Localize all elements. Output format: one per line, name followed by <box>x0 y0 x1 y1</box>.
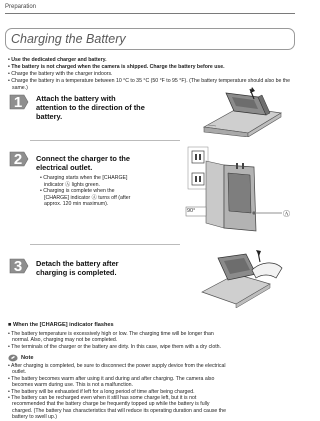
note-bullets: • After charging is completed, be sure to disconnect the power supply device from the electrical outlet. • The battery becomes warm after using it and during and after charging. The camera also becomes warm during use. This is not a malfunction. • The battery will be exhausted if left for a long period of time after being charged. • The battery can be recharged even when it still has some charge left, but it is not recommended that the battery charge be frequently topped up while the battery is fully charged. (The battery has characteristics that will reduce its operating duration and cause the battery to swell up.) <box>8 363 294 421</box>
note-bullet: • The battery will be exhausted if left for a long period of time after being charged. <box>8 388 195 395</box>
flash-bullet: • The battery temperature is excessively high or low. The charging time will be longer than <box>8 331 214 337</box>
step-3-number <box>13 258 23 274</box>
step-2-title: Connect the charger to the electrical outlet. <box>36 154 131 172</box>
intro-bullet: • Use the dedicated charger and battery. <box>8 57 107 63</box>
note-icon <box>8 354 18 362</box>
note-bullet: • After charging is completed, be sure to disconnect the power supply device from the electrical <box>8 363 226 369</box>
step-1-number <box>13 94 23 110</box>
note-bullet: • The battery can be recharged even when it still has some charge left, but it is not <box>8 395 197 402</box>
note-bullet: • The battery becomes warm after using it and during and after charging. The camera also <box>8 375 215 382</box>
svg-text:1: 1 <box>13 94 23 110</box>
flash-bullets: • The battery temperature is excessively high or low. The charging time will be longer than normal. Also, charging may not be completed. • The terminals of the charger or the battery are dirty. In this case, wipe them with a dry cloth. <box>8 331 294 350</box>
step-divider <box>30 140 180 141</box>
charger-battery-illustration <box>186 85 296 137</box>
intro-bullet: • Charge the battery with the charger indoors. <box>8 71 113 78</box>
page-title: Charging the Battery <box>11 32 126 46</box>
intro-bullet: • Charge the battery in a temperature between 10 °C to 35 °C (50 °F to 95 °F). (The battery temperature should also be the same.) <box>8 78 291 92</box>
charge-indicator-callout: Ⓐ <box>283 211 290 218</box>
svg-text:2: 2 <box>13 151 23 167</box>
title-box <box>5 28 295 50</box>
detach-battery-illustration <box>196 248 291 308</box>
step-2-bullet: • Charging is complete when the <box>40 188 115 194</box>
outlet-charger-illustration <box>184 143 296 238</box>
flash-heading: ■ When the [CHARGE] indicator flashes <box>8 322 114 328</box>
step-divider <box>30 244 180 245</box>
svg-text:3: 3 <box>13 258 23 274</box>
header-divider <box>5 13 295 14</box>
note-label: Note <box>21 355 34 361</box>
step-1-title: Attach the battery with attention to the direction of the battery. <box>36 94 145 121</box>
step-2-number <box>13 151 23 167</box>
step-2-bullets: • Charging starts when the [CHARGE] indicator Ⓐ lights green. • Charging is complete when the [CHARGE] indicator Ⓐ turns off (after approx. 120 min maximum). <box>40 175 131 207</box>
intro-bullet: • The battery is not charged when the camera is shipped. Charge the battery before use. <box>8 64 225 71</box>
step-2-bullet: • Charging starts when the [CHARGE] <box>40 175 128 181</box>
flash-bullet: • The terminals of the charger or the battery are dirty. In this case, wipe them with a dry cloth. <box>8 343 221 350</box>
step-3-title: Detach the battery after charging is completed. <box>36 259 119 277</box>
plug-angle-label: 90° <box>187 208 196 214</box>
section-label: Preparation <box>5 4 37 10</box>
